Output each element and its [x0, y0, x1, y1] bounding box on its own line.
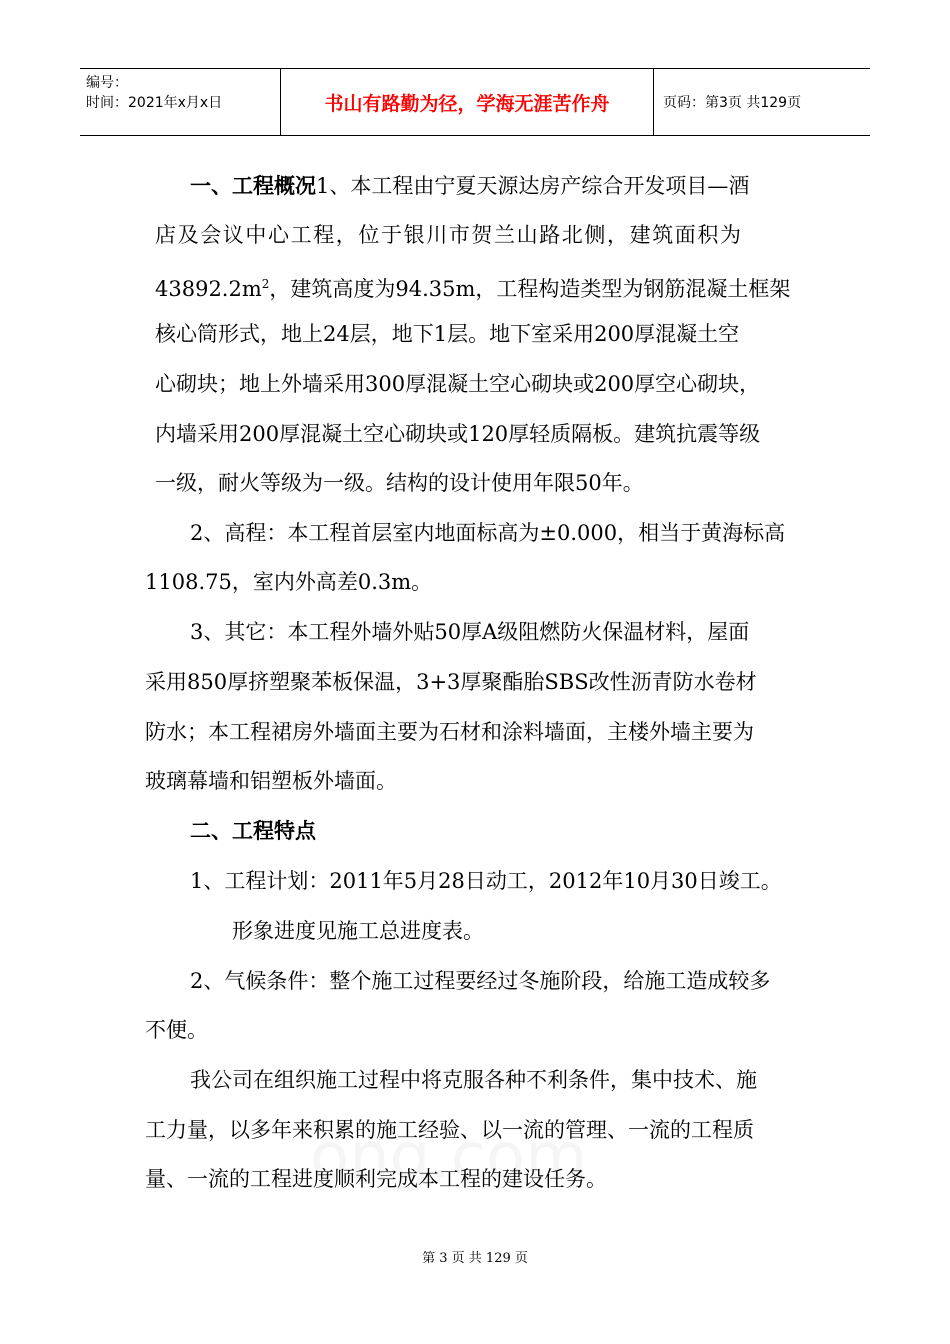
header-motto: 书山有路勤为径，学海无涯苦作舟	[281, 69, 654, 135]
text-line: 2、气候条件：整个施工过程要经过冬施阶段，给施工造成较多	[190, 969, 771, 993]
section-2-heading: 二、工程特点	[190, 819, 316, 843]
text-line: 工力量，以多年来积累的施工经验、以一流的管理、一流的工程质	[145, 1118, 754, 1142]
text-line: 1108.75，室内外高差0.3m。	[145, 570, 433, 594]
header-page-info: 页码：第3页 共129页	[663, 95, 802, 111]
section-1-heading: 一、工程概况	[190, 174, 316, 198]
text-line: 一级，耐火等级为一级。结构的设计使用年限50年。	[155, 471, 644, 495]
text-line: 3、其它：本工程外墙外贴50厚A级阻燃防火保温材料，屋面	[190, 620, 750, 644]
watermark	[310, 1120, 587, 1194]
text-line: 不便。	[145, 1018, 208, 1042]
text-line: 店及会议中心工程，位于银川市贺兰山路北侧，建筑面积为	[155, 223, 743, 247]
text-line: 核心筒形式，地上24层，地下1层。地下室采用200厚混凝土空	[155, 322, 740, 346]
text-line: 量、一流的工程进度顺利完成本工程的建设任务。	[145, 1167, 607, 1191]
text-line: 防水；本工程裙房外墙面主要为石材和涂料墙面，主楼外墙主要为	[145, 720, 754, 744]
text-line: $43892.2m^2$，建筑高度为94.35m，工程构造类型为钢筋混凝土框架	[155, 277, 791, 301]
number-label: 编号：	[86, 75, 128, 91]
header-meta	[80, 69, 281, 135]
text-line: 采用850厚挤塑聚苯板保温，3+3厚聚酯胎SBS改性沥青防水卷材	[145, 670, 757, 694]
text-line: 我公司在组织施工过程中将克服各种不利条件，集中技术、施	[190, 1068, 757, 1092]
text-line: 形象进度见施工总进度表。	[232, 919, 484, 943]
text-line: 1、工程计划：2011年5月28日动工，2012年10月30日竣工。	[190, 869, 782, 893]
text-line: 玻璃幕墙和铝塑板外墙面。	[145, 769, 397, 793]
page-footer: 第 3 页 共 129 页	[422, 1251, 528, 1266]
text-line: 内墙采用200厚混凝土空心砌块或120厚轻质隔板。建筑抗震等级	[155, 422, 761, 446]
section-1-line-1: 一、工程概况1、本工程由宁夏天源达房产综合开发项目—酒	[190, 174, 750, 198]
time-label: 时间：2021年x月x日	[86, 95, 223, 111]
text-line: 2、高程：本工程首层室内地面标高为±0.000，相当于黄海标高	[190, 521, 786, 545]
text-line: 心砌块；地上外墙采用300厚混凝土空心砌块或200厚空心砌块，	[155, 372, 761, 396]
page-header	[80, 68, 870, 136]
